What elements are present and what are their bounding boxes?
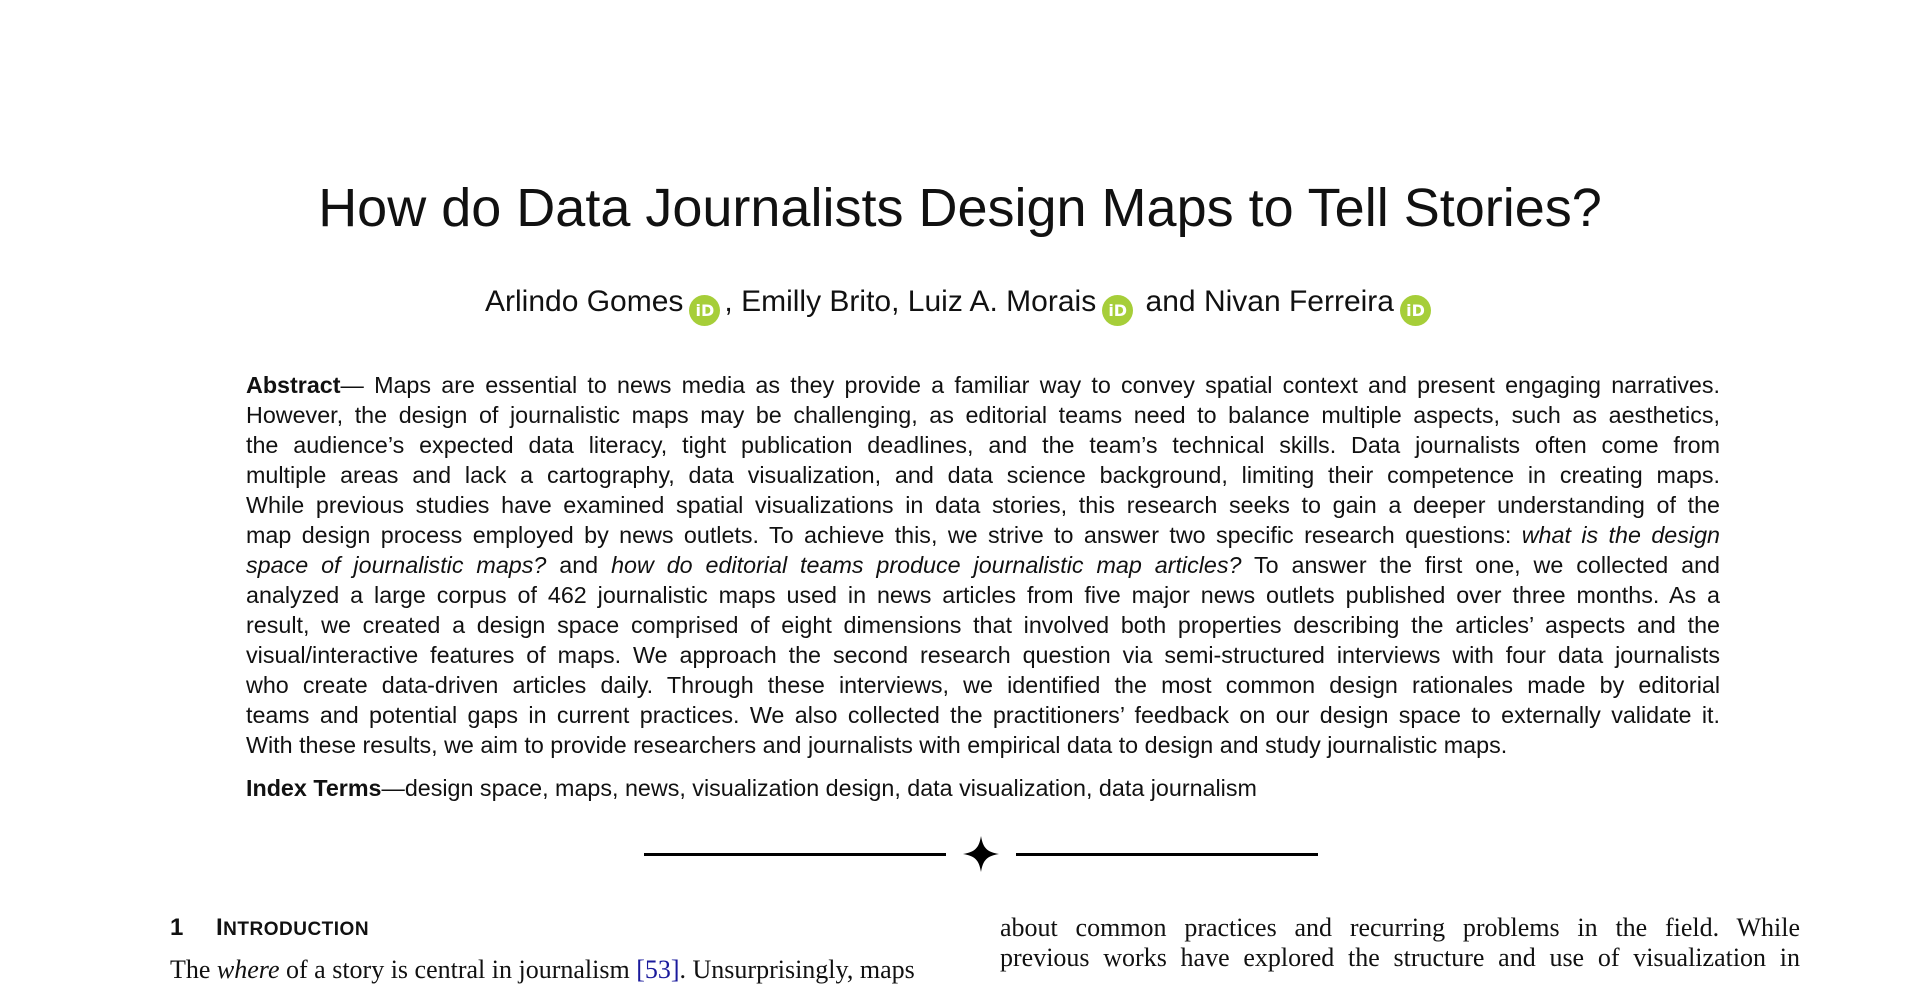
- abstract-line: space of journalistic maps? and how do editorial teams produce journalistic map articles? To answer the first one, we collected and: [246, 552, 1720, 578]
- orcid-icon[interactable]: iD: [1400, 295, 1431, 326]
- orcid-icon[interactable]: iD: [1102, 295, 1133, 326]
- orcid-icon[interactable]: iD: [689, 295, 720, 326]
- abstract-line: With these results, we aim to provide researchers and journalists with empirical data to design and study journalistic maps.: [246, 732, 1508, 758]
- abstract-line: However, the design of journalistic maps may be challenging, as editorial teams need to balance multiple aspects, such as aesthetics,: [246, 402, 1720, 428]
- author-separator: and: [1137, 285, 1204, 318]
- author-name: Nivan Ferreira: [1203, 285, 1394, 318]
- section-title-rest: NTRODUCTION: [223, 919, 370, 940]
- abstract-label: Abstract: [246, 372, 341, 398]
- author-name: Arlindo Gomes: [485, 285, 684, 318]
- paper-title: How do Data Journalists Design Maps to Tell Stories?: [318, 178, 1602, 238]
- section-number: 1: [170, 914, 184, 941]
- index-terms: [246, 773, 1257, 803]
- body-column-right: [1000, 913, 1800, 973]
- author-list: [0, 282, 1920, 326]
- research-question-1: what is the design: [1521, 522, 1720, 548]
- abstract-line: who create data-driven articles daily. Through these interviews, we identified the most common design rationales made by editorial: [246, 672, 1720, 698]
- abstract-line: the audience’s expected data literacy, tight publication deadlines, and the team’s technical skills. Data journalists often come from: [246, 432, 1720, 458]
- author-name: Emilly Brito: [741, 285, 892, 318]
- divider-line-right: [1016, 853, 1318, 856]
- author-name: Luiz A. Morais: [907, 285, 1097, 318]
- abstract-line: multiple areas and lack a cartography, data visualization, and data science background, limiting their competence in creating maps.: [246, 462, 1720, 488]
- research-question-1-cont: space of journalistic maps?: [246, 552, 547, 578]
- abstract-line: analyzed a large corpus of 462 journalistic maps used in news articles from five major news outlets published over three months. As a: [246, 582, 1720, 608]
- abstract-line: map design process employed by news outlets. To achieve this, we strive to answer two specific research questions: what is the design: [246, 522, 1720, 548]
- abstract-line: teams and potential gaps in current practices. We also collected the practitioners’ feedback on our design space to externally validate it.: [246, 702, 1720, 728]
- body-line: previous works have explored the structure and use of visualization in: [1000, 943, 1800, 972]
- abstract-line: visual/interactive features of maps. We approach the second research question via semi-structured interviews with four data journalists: [246, 642, 1720, 668]
- abstract-line: result, we created a design space comprised of eight dimensions that involved both properties describing the articles’ aspects and the: [246, 612, 1720, 638]
- citation-link[interactable]: [53]: [636, 955, 680, 984]
- abstract: [246, 370, 1720, 760]
- author-separator: ,: [724, 285, 742, 318]
- section-title-initial: I: [216, 914, 224, 941]
- star-divider-icon: [961, 834, 1001, 874]
- body-line: about common practices and recurring problems in the field. While: [1000, 913, 1800, 942]
- index-terms-label: Index Terms: [246, 775, 382, 801]
- research-question-2: how do editorial teams produce journalistic map articles?: [611, 552, 1242, 578]
- section-heading: [170, 913, 369, 945]
- divider-line-left: [644, 853, 946, 856]
- author-separator: ,: [891, 285, 908, 318]
- body-column-left: The where of a story is central in journalism [53]. Unsurprisingly, maps: [170, 955, 915, 984]
- abstract-line: While previous studies have examined spatial visualizations in data stories, this research seeks to gain a deeper understanding of the: [246, 492, 1720, 518]
- index-terms-text: —design space, maps, news, visualization design, data visualization, data journalism: [381, 775, 1257, 801]
- abstract-line: Abstract— Maps are essential to news media as they provide a familiar way to convey spatial context and present engaging narratives.: [246, 372, 1720, 398]
